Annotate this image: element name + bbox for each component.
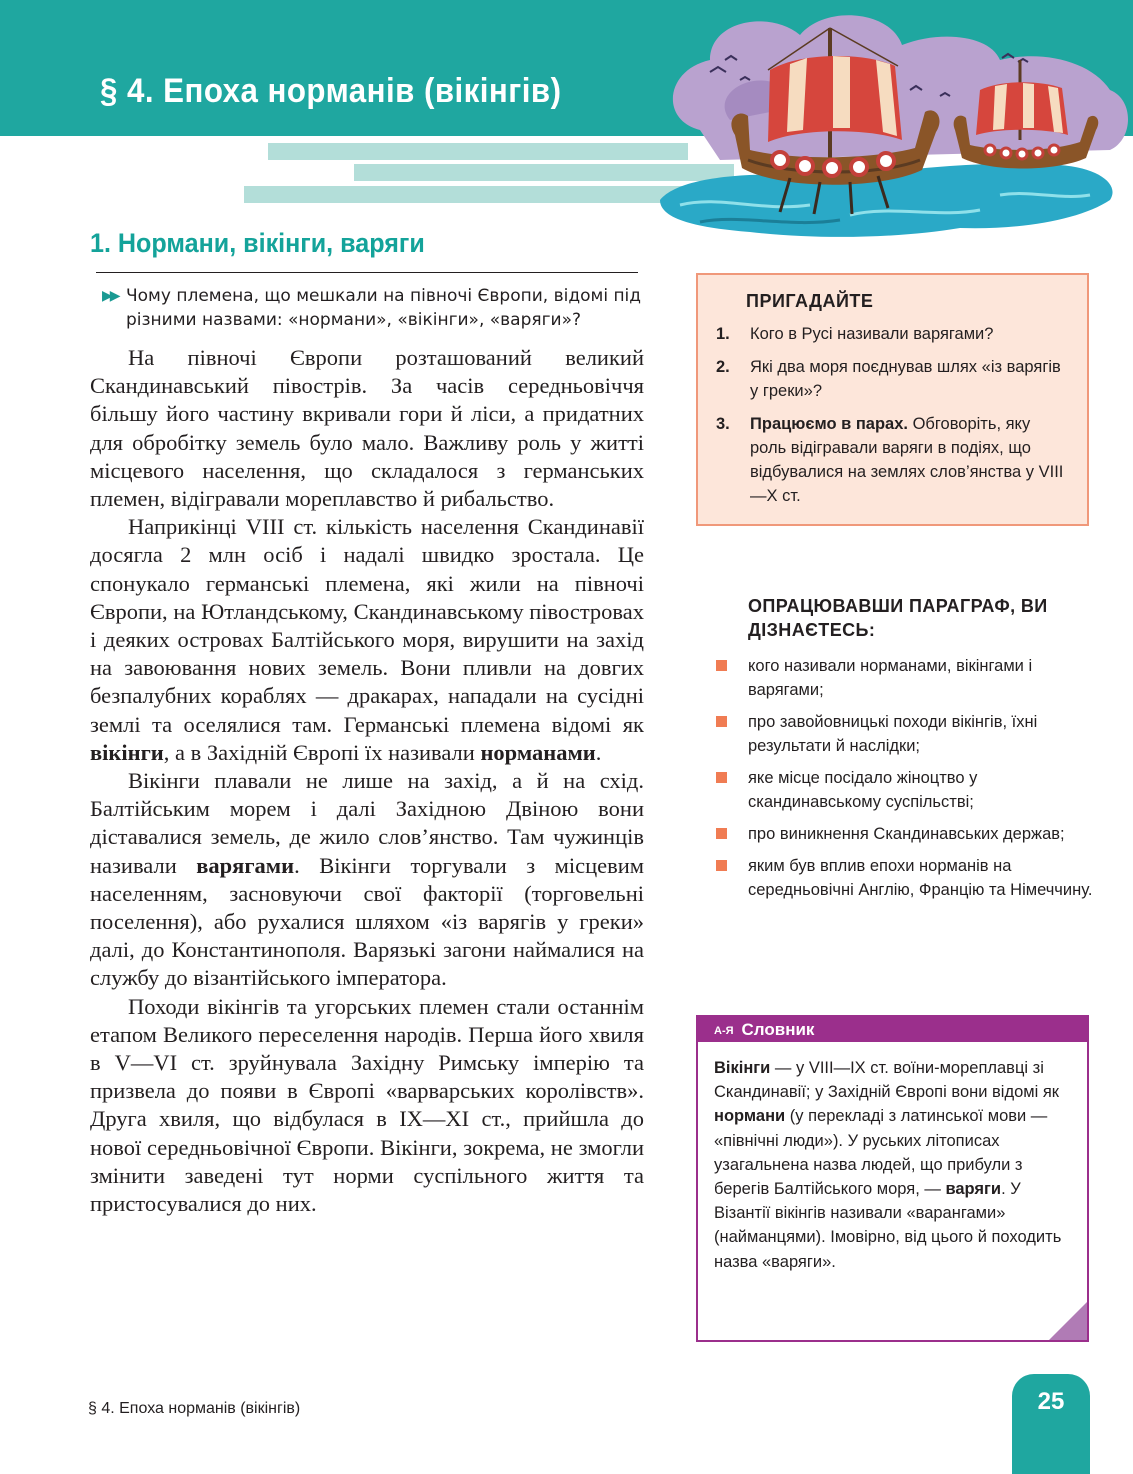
square-bullet-icon: [716, 860, 727, 871]
paragraph: На півночі Європи розташований великий Скандинавський півострів. За часів середньовіччя більшу його частину вкривали гори й ліси, а придатних для обробітку земель було мало. Важливу роль у житті місцевого населення, що складалося з германських племен, відігравали мореплавство й рибальство.: [90, 345, 644, 512]
chapter-title: § 4. Епоха норманів (вікінгів): [100, 72, 562, 110]
page-corner-decoration: [1049, 1302, 1087, 1340]
learning-item-text: кого називали норманами, вікінгами і варягами;: [748, 657, 1033, 699]
paragraph-text: Вікінги плавали не лише на захід, а й на схід. Балтійським морем і далі Західною Двіною вони діставалися земель, де жило слов’янство. Там чужинців називали: [90, 768, 644, 878]
section-title: 1. Нормани, вікінги, варяги: [90, 228, 425, 258]
glossary-text: (у перекладі з латинської мови — «північні люди»). У руських літописах узагальнена назва людей, що прибули з берегів Балтійського моря, —: [714, 1107, 1048, 1199]
learning-item: [716, 654, 1096, 702]
term-varangians: варягами: [196, 852, 295, 878]
paragraph: [90, 513, 644, 767]
glossary-header: [698, 1017, 1087, 1042]
glossary-text: . У Візантії вікінгів називали «варангами» (найманцями). Імовірно, від цього й походить назва «варяги».: [714, 1180, 1062, 1271]
header-stripe: [268, 143, 688, 160]
learning-heading: ОПРАЦЮВАВШИ ПАРАГРАФ, ВИ ДІЗНАЄТЕСЬ:: [748, 596, 1048, 640]
glossary-term: варяги: [945, 1180, 1002, 1199]
page-number: 25: [1037, 1388, 1065, 1415]
remember-heading: ПРИГАДАЙТЕ: [746, 291, 874, 311]
remember-item: [716, 412, 1067, 508]
learning-item-text: яке місце посідало жіноцтво у скандинавському суспільстві;: [748, 769, 978, 811]
remember-item: [716, 355, 1067, 403]
double-arrow-icon: ▶▶: [102, 288, 118, 304]
glossary-title: Словник: [741, 1020, 815, 1039]
term-vikings: вікінги: [90, 739, 164, 765]
paragraph-text: .: [595, 739, 602, 765]
viking-ships-illustration: [640, 0, 1133, 250]
running-footer: § 4. Епоха норманів (вікінгів): [88, 1400, 301, 1417]
page-number-tab: [1012, 1374, 1090, 1474]
glossary-term: Вікінги: [714, 1059, 771, 1077]
item-text: Які два моря поєднував шлях «із варягів у греки»?: [750, 358, 1061, 400]
term-normans: норманами: [480, 739, 596, 765]
section-divider: [96, 272, 638, 273]
square-bullet-icon: [716, 772, 727, 783]
item-bold-text: Працюємо в парах.: [750, 415, 908, 433]
item-number: 2.: [716, 358, 730, 376]
learning-item: [716, 766, 1096, 814]
header-stripe: [244, 186, 684, 203]
paragraph-text: . Вікінги торгували з місцевим населенням, засновуючи свої факторії (торговельні поселення), або рухалися шляхом «із варягів у греки» далі, до Константинополя. Варязькі загони наймалися на службу до візантійського імператора.: [90, 852, 644, 991]
main-text: [90, 344, 644, 1218]
paragraph: Походи вікінгів та угорських племен стали останнім етапом Великого переселення народів. Перша його хвиля в V—VI ст. зруйнувала Західну Римську імперію та призвела до появи в Європі «варварських королівств». Друга хвиля, що відбулася в IX—XI ст., прийшла до нової середньовічної Європи. Вікінги, зокрема, не змогли змінити заведені тут норми суспільного життя та пристосувалися до них.: [90, 993, 644, 1217]
learning-item: [716, 710, 1096, 758]
remember-item: [716, 322, 1067, 346]
learning-item-text: про виникнення Скандинавських держав;: [748, 825, 1065, 843]
item-number: 3.: [716, 415, 730, 433]
paragraph-text: , а в Західній Європі їх називали: [163, 739, 481, 765]
glossary-text: — у VIII—IX ст. воїни-мореплавці зі Скандинавії; у Західній Європі вони відомі як: [714, 1059, 1060, 1102]
question-text: Чому племена, що мешкали на півночі Європи, відомі під різними назвами: «нормани», «вікінги», «варяги»?: [126, 286, 642, 330]
square-bullet-icon: [716, 716, 727, 727]
paragraph-text: Наприкінці VIII ст. кількість населення Скандинавії досягла 2 млн осіб і надалі швидко зростала. Це спонукало германські племена, які жили на півночі Європи, на Ютландському, Скандинавському півостровах і деяких островах Балтійського моря, вирушити на захід на завоювання нових земель. Вони пливли на довгих безпалубних кораблях — дракарах, нападали на сусідні землі та оселялися там. Германські племена відомі як: [90, 514, 644, 737]
remember-box: [696, 273, 1089, 526]
glossary-term: нормани: [714, 1107, 786, 1126]
learning-item-text: яким був вплив епохи норманів на середньовічні Англію, Францію та Німеччину.: [748, 857, 1093, 899]
dictionary-icon: А-Я: [714, 1025, 734, 1037]
square-bullet-icon: [716, 660, 727, 671]
item-number: 1.: [716, 325, 730, 343]
square-bullet-icon: [716, 828, 727, 839]
learning-item: [716, 822, 1096, 846]
glossary-body: [698, 1042, 1087, 1274]
guiding-question: [102, 284, 647, 332]
learning-outcomes: [716, 594, 1096, 910]
paragraph: [90, 767, 644, 993]
item-text: Кого в Русі називали варягами?: [750, 325, 994, 343]
learning-item-text: про завойовницькі походи вікінгів, їхні результати й наслідки;: [748, 713, 1038, 755]
glossary-box: [696, 1015, 1089, 1342]
learning-item: [716, 854, 1096, 902]
item-text: Обговоріть, яку роль відігравали варяги в подіях, що відбувалися на землях слов’янства у VIII—X ст.: [750, 415, 1064, 505]
